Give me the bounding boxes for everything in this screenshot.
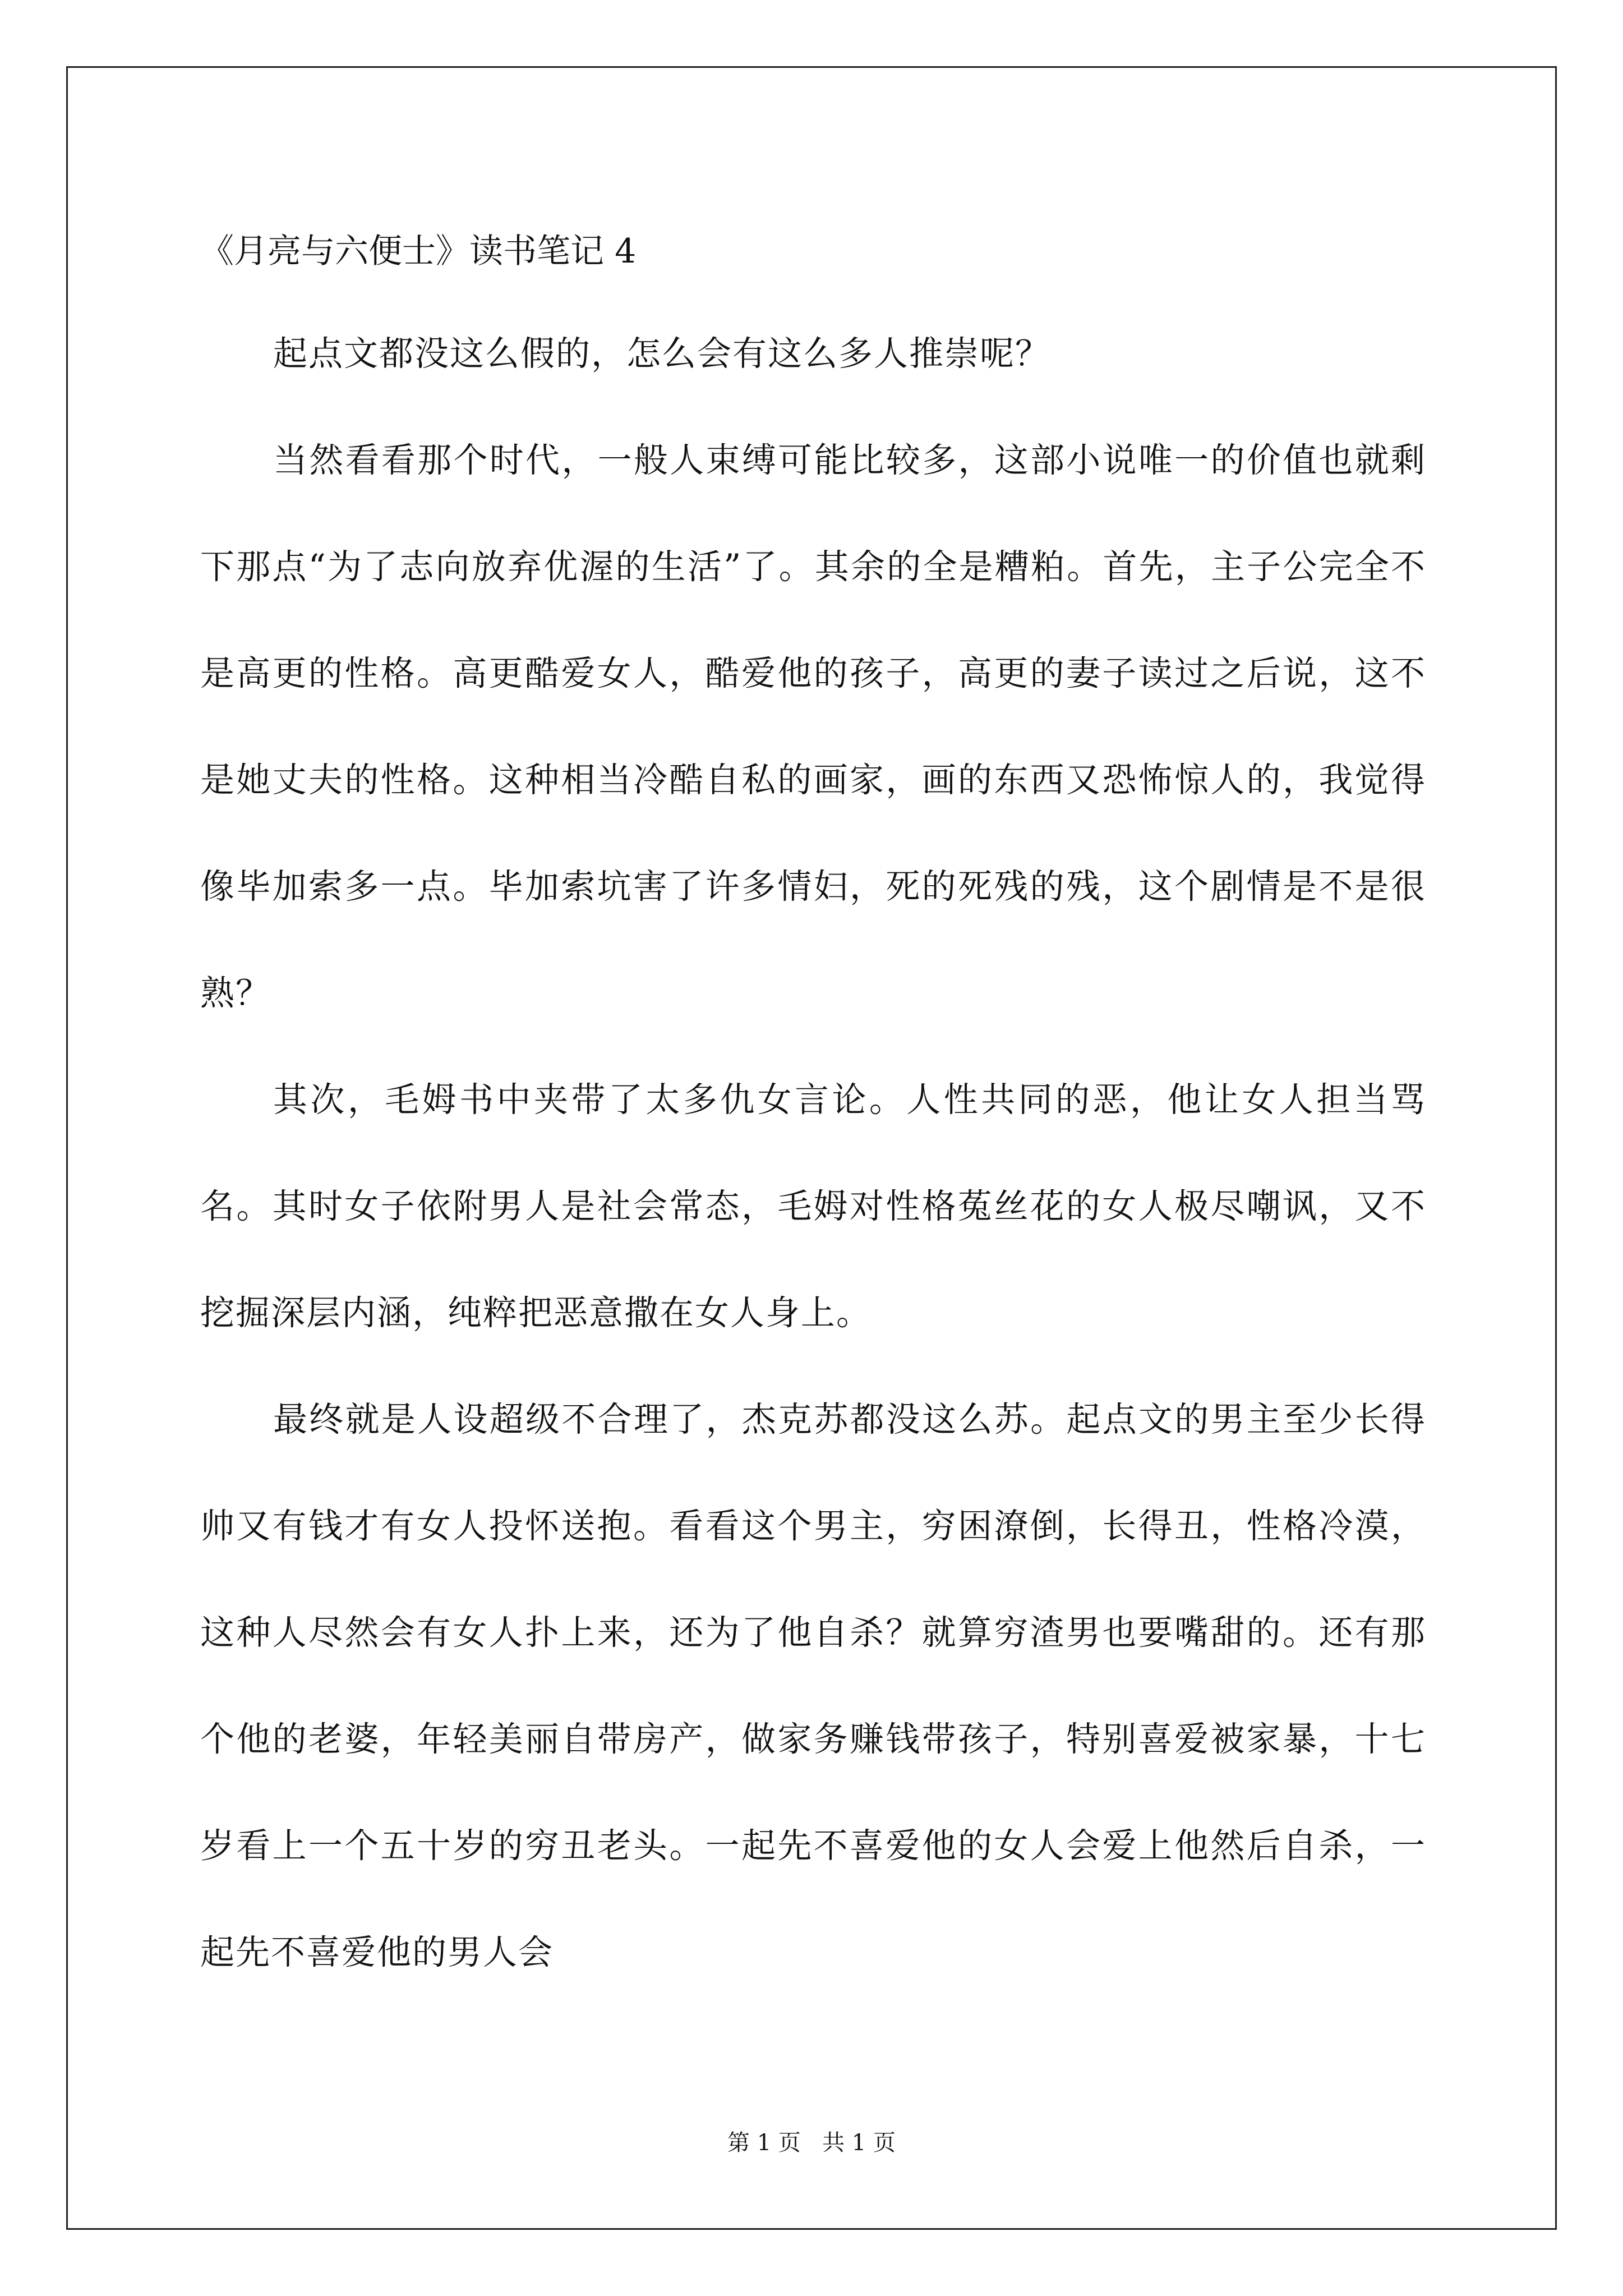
document-body	[200, 223, 1426, 2006]
paragraph-1: 起点文都没这么假的，怎么会有这么多人推崇呢？	[273, 334, 1051, 374]
page-footer: 第 1 页 共 1 页	[727, 2130, 896, 2156]
document-title: 《月亮与六便士》读书笔记 4	[200, 232, 637, 271]
paragraph-2: 当然看看那个时代，一般人束缚可能比较多，这部小说唯一的价值也就剩下那点“为了志向放弃优渥的生活”了。其余的全是糟粕。首先，主子公完全不是高更的性格。高更酷爱女人，酷爱他的孩子，高更的妻子读过之后说，这不是她丈夫的性格。这种相当冷酷自私的画家，画的东西又恐怖惊人的，我觉得像毕加索多一点。毕加索坑害了许多情妇，死的死残的残，这个剧情是不是很熟？	[200, 440, 1426, 1013]
paragraph-3: 其次，毛姆书中夹带了太多仇女言论。人性共同的恶，他让女人担当骂名。其时女子依附男人是社会常态，毛姆对性格菟丝花的女人极尽嘲讽，又不挖掘深层内涵，纯粹把恶意撒在女人身上。	[200, 1080, 1426, 1333]
paragraph-4: 最终就是人设超级不合理了，杰克苏都没这么苏。起点文的男主至少长得帅又有钱才有女人投怀送抱。看看这个男主，穷困潦倒，长得丑，性格冷漠，这种人尽然会有女人扑上来，还为了他自杀？就算穷渣男也要嘴甜的。还有那个他的老婆，年轻美丽自带房产，做家务赚钱带孩子，特别喜爱被家暴，十七岁看上一个五十岁的穷丑老头。一起先不喜爱他的女人会爱上他然后自杀，一起先不喜爱他的男人会	[200, 1400, 1426, 1972]
